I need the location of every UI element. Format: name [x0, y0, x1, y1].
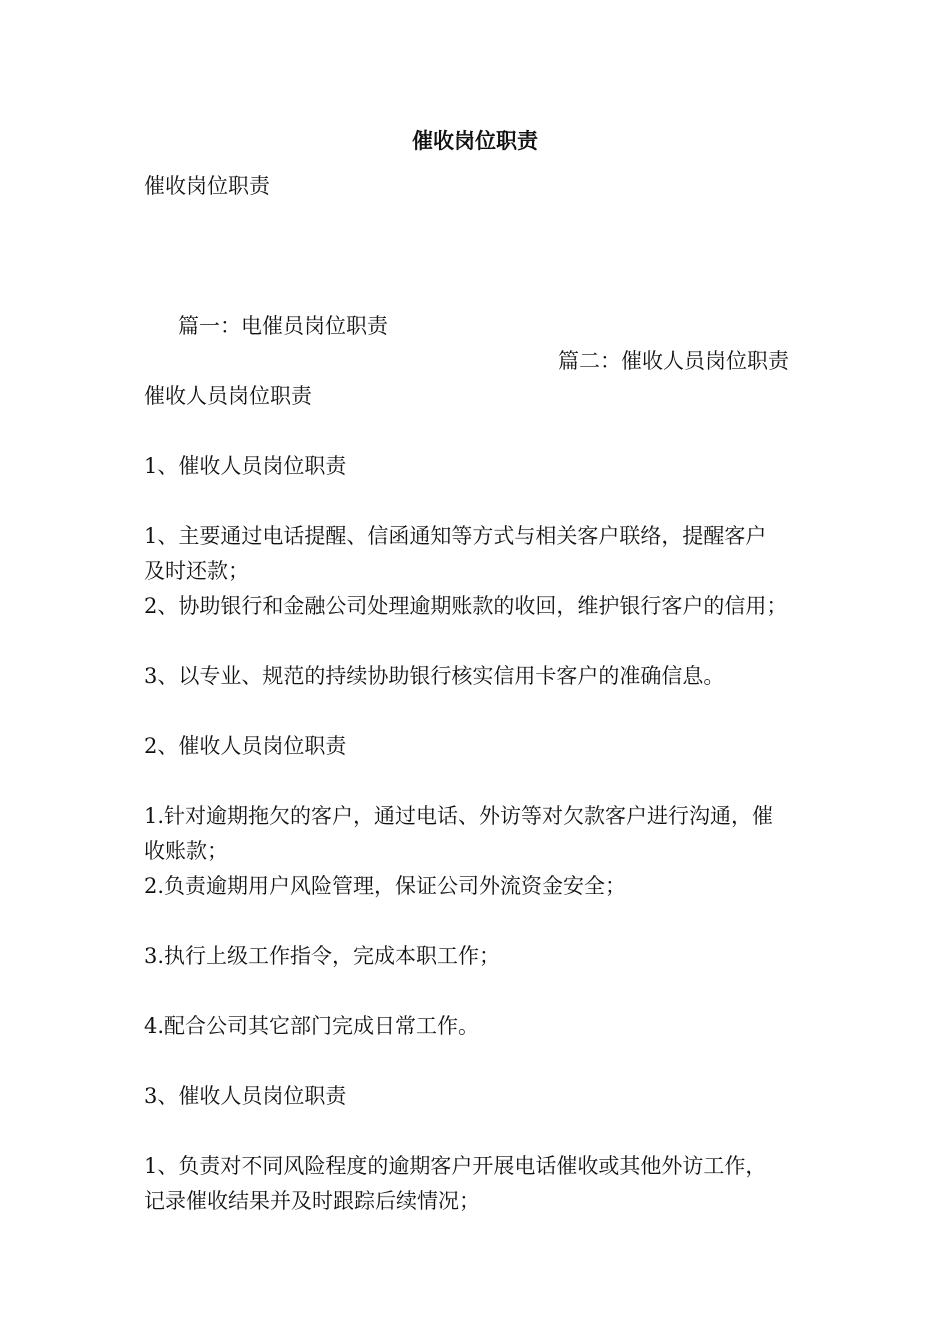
paragraph-line: 1、主要通过电话提醒、信函通知等方式与相关客户联络，提醒客户	[144, 524, 767, 548]
section-heading-two: 篇二：催收人员岗位职责	[558, 349, 789, 373]
subheading-line: 1、催收人员岗位职责	[144, 454, 347, 478]
paragraph-line: 2.负责逾期用户风险管理，保证公司外流资金安全；	[144, 874, 627, 898]
paragraph-line: 1.针对逾期拖欠的客户，通过电话、外访等对欠款客户进行沟通，催	[144, 804, 774, 828]
subheading-line: 2、催收人员岗位职责	[144, 734, 347, 758]
paragraph-line: 3.执行上级工作指令，完成本职工作；	[144, 944, 501, 968]
subtitle-line: 催收岗位职责	[144, 174, 270, 198]
paragraph-line: 催收人员岗位职责	[144, 384, 312, 408]
paragraph-line: 1、负责对不同风险程度的逾期客户开展电话催收或其他外访工作，	[144, 1154, 767, 1178]
section-heading-one: 篇一：电催员岗位职责	[178, 314, 388, 338]
paragraph-line: 收账款；	[144, 839, 228, 863]
paragraph-line: 2、协助银行和金融公司处理逾期账款的收回，维护银行客户的信用；	[144, 594, 788, 618]
paragraph-line: 4.配合公司其它部门完成日常工作。	[144, 1014, 480, 1038]
paragraph-line: 记录催收结果并及时跟踪后续情况；	[144, 1189, 480, 1213]
paragraph-line: 3、以专业、规范的持续协助银行核实信用卡客户的准确信息。	[144, 664, 725, 688]
document-title: 催收岗位职责	[412, 128, 538, 153]
paragraph-line: 及时还款；	[144, 559, 249, 583]
subheading-line: 3、催收人员岗位职责	[144, 1084, 347, 1108]
